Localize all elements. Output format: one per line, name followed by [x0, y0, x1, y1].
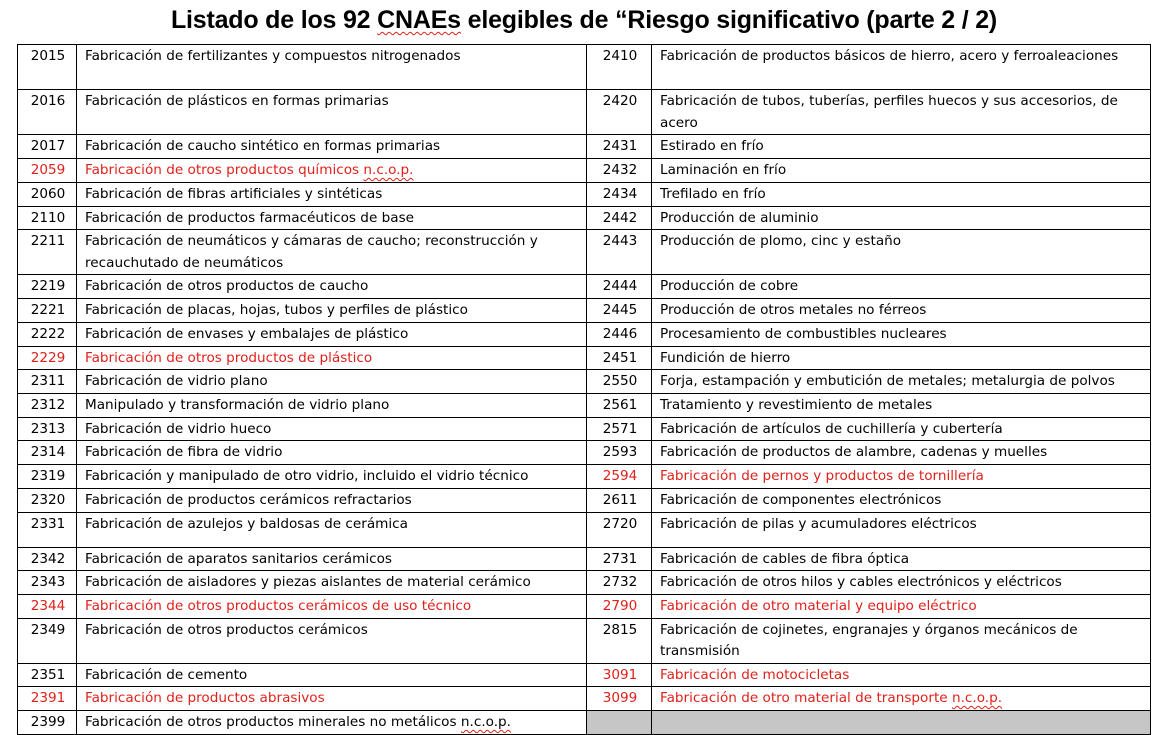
left-cnae-description: Fabricación de aisladores y piezas aislantes de material cerámico [77, 571, 587, 595]
left-cnae-description: Fabricación de otros productos de caucho [77, 275, 587, 299]
right-cnae-description: Fabricación de productos básicos de hierro, acero y ferroaleaciones [652, 45, 1151, 90]
table-row [18, 663, 1151, 687]
right-cnae-description: Fabricación de otros hilos y cables electrónicos y eléctricos [652, 571, 1151, 595]
table-row [18, 135, 1151, 159]
left-cnae-description: Fabricación de otros productos cerámicos de uso técnico [77, 594, 587, 618]
left-cnae-code: 2060 [18, 182, 77, 206]
right-cnae-code: 2420 [587, 90, 652, 135]
right-cnae-description: Fabricación de tubos, tuberías, perfiles huecos y sus accesorios, de acero [652, 90, 1151, 135]
right-cnae-code: 2434 [587, 182, 652, 206]
right-cnae-code: 2444 [587, 275, 652, 299]
left-cnae-code: 2221 [18, 299, 77, 323]
right-cnae-description: Producción de plomo, cinc y estaño [652, 230, 1151, 275]
table-row [18, 441, 1151, 465]
right-cnae-description: Procesamiento de combustibles nucleares [652, 322, 1151, 346]
left-cnae-description: Fabricación de fertilizantes y compuestos nitrogenados [77, 45, 587, 90]
table-row [18, 299, 1151, 323]
right-cnae-description: Fabricación de pernos y productos de tornillería [652, 464, 1151, 488]
right-cnae-description: Fabricación de artículos de cuchillería y cubertería [652, 417, 1151, 441]
spellcheck-underline: n.c.o.p. [951, 690, 1003, 706]
right-cnae-description: Fabricación de cables de fibra óptica [652, 547, 1151, 571]
table-row [18, 45, 1151, 90]
right-cnae-description: Estirado en frío [652, 135, 1151, 159]
right-cnae-description: Producción de aluminio [652, 206, 1151, 230]
left-cnae-description: Fabricación y manipulado de otro vidrio, incluido el vidrio técnico [77, 464, 587, 488]
left-cnae-code: 2319 [18, 464, 77, 488]
cnae-table [17, 44, 1151, 735]
table-row [18, 159, 1151, 183]
right-cnae-code: 2732 [587, 571, 652, 595]
table-row [18, 711, 1151, 735]
right-cnae-code: 2594 [587, 464, 652, 488]
left-cnae-description: Fabricación de cemento [77, 663, 587, 687]
right-cnae-code: 2410 [587, 45, 652, 90]
right-cnae-description: Trefilado en frío [652, 182, 1151, 206]
table-row [18, 230, 1151, 275]
right-cnae-code: 2611 [587, 488, 652, 512]
left-cnae-code: 2351 [18, 663, 77, 687]
left-cnae-description: Fabricación de placas, hojas, tubos y perfiles de plástico [77, 299, 587, 323]
right-cnae-description: Tratamiento y revestimiento de metales [652, 393, 1151, 417]
left-cnae-description: Fabricación de otros productos de plástico [77, 346, 587, 370]
left-cnae-description: Fabricación de productos cerámicos refractarios [77, 488, 587, 512]
left-cnae-code: 2110 [18, 206, 77, 230]
table-row [18, 571, 1151, 595]
right-cnae-code: 2451 [587, 346, 652, 370]
right-cnae-code [587, 711, 652, 735]
right-cnae-code: 3099 [587, 687, 652, 711]
left-cnae-code: 2313 [18, 417, 77, 441]
left-cnae-description: Fabricación de fibras artificiales y sintéticas [77, 182, 587, 206]
right-cnae-description: Producción de otros metales no férreos [652, 299, 1151, 323]
table-row [18, 206, 1151, 230]
right-cnae-description: Laminación en frío [652, 159, 1151, 183]
left-cnae-code: 2320 [18, 488, 77, 512]
table-row [18, 346, 1151, 370]
table-row [18, 90, 1151, 135]
table-row [18, 547, 1151, 571]
left-cnae-description: Fabricación de otros productos cerámicos [77, 618, 587, 663]
page-title [0, 6, 1168, 35]
left-cnae-description: Fabricación de vidrio hueco [77, 417, 587, 441]
right-cnae-code: 2720 [587, 512, 652, 547]
right-cnae-code: 2815 [587, 618, 652, 663]
title-spellcheck-word: CNAEs [377, 6, 461, 34]
left-cnae-code: 2229 [18, 346, 77, 370]
spellcheck-underline: n.c.o.p. [363, 162, 414, 178]
right-cnae-description: Fabricación de pilas y acumuladores eléctricos [652, 512, 1151, 547]
left-cnae-description: Manipulado y transformación de vidrio plano [77, 393, 587, 417]
left-cnae-description: Fabricación de productos farmacéuticos de base [77, 206, 587, 230]
right-cnae-description: Fabricación de cojinetes, engranajes y órganos mecánicos de transmisión [652, 618, 1151, 663]
right-cnae-code: 2432 [587, 159, 652, 183]
right-cnae-code: 2442 [587, 206, 652, 230]
left-cnae-code: 2311 [18, 370, 77, 394]
cnae-table-body [18, 45, 1151, 735]
left-cnae-description: Fabricación de azulejos y baldosas de cerámica [77, 512, 587, 547]
left-cnae-code: 2211 [18, 230, 77, 275]
left-cnae-description: Fabricación de plásticos en formas primarias [77, 90, 587, 135]
left-cnae-code: 2059 [18, 159, 77, 183]
table-row [18, 687, 1151, 711]
left-cnae-code: 2343 [18, 571, 77, 595]
left-cnae-description: Fabricación de aparatos sanitarios cerámicos [77, 547, 587, 571]
spellcheck-underline: n.c.o.p. [460, 714, 511, 730]
left-cnae-code: 2314 [18, 441, 77, 465]
right-cnae-description: Fundición de hierro [652, 346, 1151, 370]
table-row [18, 488, 1151, 512]
left-cnae-code: 2399 [18, 711, 77, 735]
right-cnae-description: Producción de cobre [652, 275, 1151, 299]
right-cnae-description: Forja, estampación y embutición de metales; metalurgia de polvos [652, 370, 1151, 394]
table-row [18, 370, 1151, 394]
left-cnae-code: 2219 [18, 275, 77, 299]
right-cnae-code: 2446 [587, 322, 652, 346]
left-cnae-description: Fabricación de neumáticos y cámaras de caucho; reconstrucción y recauchutado de neumáticos [77, 230, 587, 275]
left-cnae-description: Fabricación de otros productos químicos n.c.o.p. [77, 159, 587, 183]
left-cnae-description: Fabricación de fibra de vidrio [77, 441, 587, 465]
table-row [18, 512, 1151, 547]
right-cnae-code: 2790 [587, 594, 652, 618]
table-row [18, 618, 1151, 663]
right-cnae-description: Fabricación de otro material y equipo eléctrico [652, 594, 1151, 618]
right-cnae-code: 2445 [587, 299, 652, 323]
left-cnae-code: 2017 [18, 135, 77, 159]
table-row [18, 417, 1151, 441]
right-cnae-description: Fabricación de componentes electrónicos [652, 488, 1151, 512]
table-row [18, 594, 1151, 618]
right-cnae-code: 2561 [587, 393, 652, 417]
left-cnae-code: 2312 [18, 393, 77, 417]
left-cnae-code: 2016 [18, 90, 77, 135]
table-row [18, 322, 1151, 346]
left-cnae-description: Fabricación de productos abrasivos [77, 687, 587, 711]
table-row [18, 464, 1151, 488]
left-cnae-code: 2222 [18, 322, 77, 346]
left-cnae-description: Fabricación de otros productos minerales no metálicos n.c.o.p. [77, 711, 587, 735]
table-row [18, 393, 1151, 417]
right-cnae-description: Fabricación de motocicletas [652, 663, 1151, 687]
left-cnae-description: Fabricación de envases y embalajes de plástico [77, 322, 587, 346]
left-cnae-code: 2391 [18, 687, 77, 711]
left-cnae-code: 2349 [18, 618, 77, 663]
right-cnae-code: 2431 [587, 135, 652, 159]
table-row [18, 275, 1151, 299]
right-cnae-description: Fabricación de otro material de transporte n.c.o.p. [652, 687, 1151, 711]
left-cnae-description: Fabricación de caucho sintético en formas primarias [77, 135, 587, 159]
left-cnae-description: Fabricación de vidrio plano [77, 370, 587, 394]
right-cnae-code: 2593 [587, 441, 652, 465]
right-cnae-description [652, 711, 1151, 735]
left-cnae-code: 2344 [18, 594, 77, 618]
right-cnae-code: 3091 [587, 663, 652, 687]
right-cnae-code: 2571 [587, 417, 652, 441]
right-cnae-code: 2550 [587, 370, 652, 394]
left-cnae-code: 2015 [18, 45, 77, 90]
right-cnae-description: Fabricación de productos de alambre, cadenas y muelles [652, 441, 1151, 465]
right-cnae-code: 2731 [587, 547, 652, 571]
title-before: Listado de los 92 [170, 6, 378, 34]
title-after: elegibles de “Riesgo significativo (parte 2 / 2) [460, 6, 998, 34]
table-row [18, 182, 1151, 206]
right-cnae-code: 2443 [587, 230, 652, 275]
left-cnae-code: 2331 [18, 512, 77, 547]
left-cnae-code: 2342 [18, 547, 77, 571]
